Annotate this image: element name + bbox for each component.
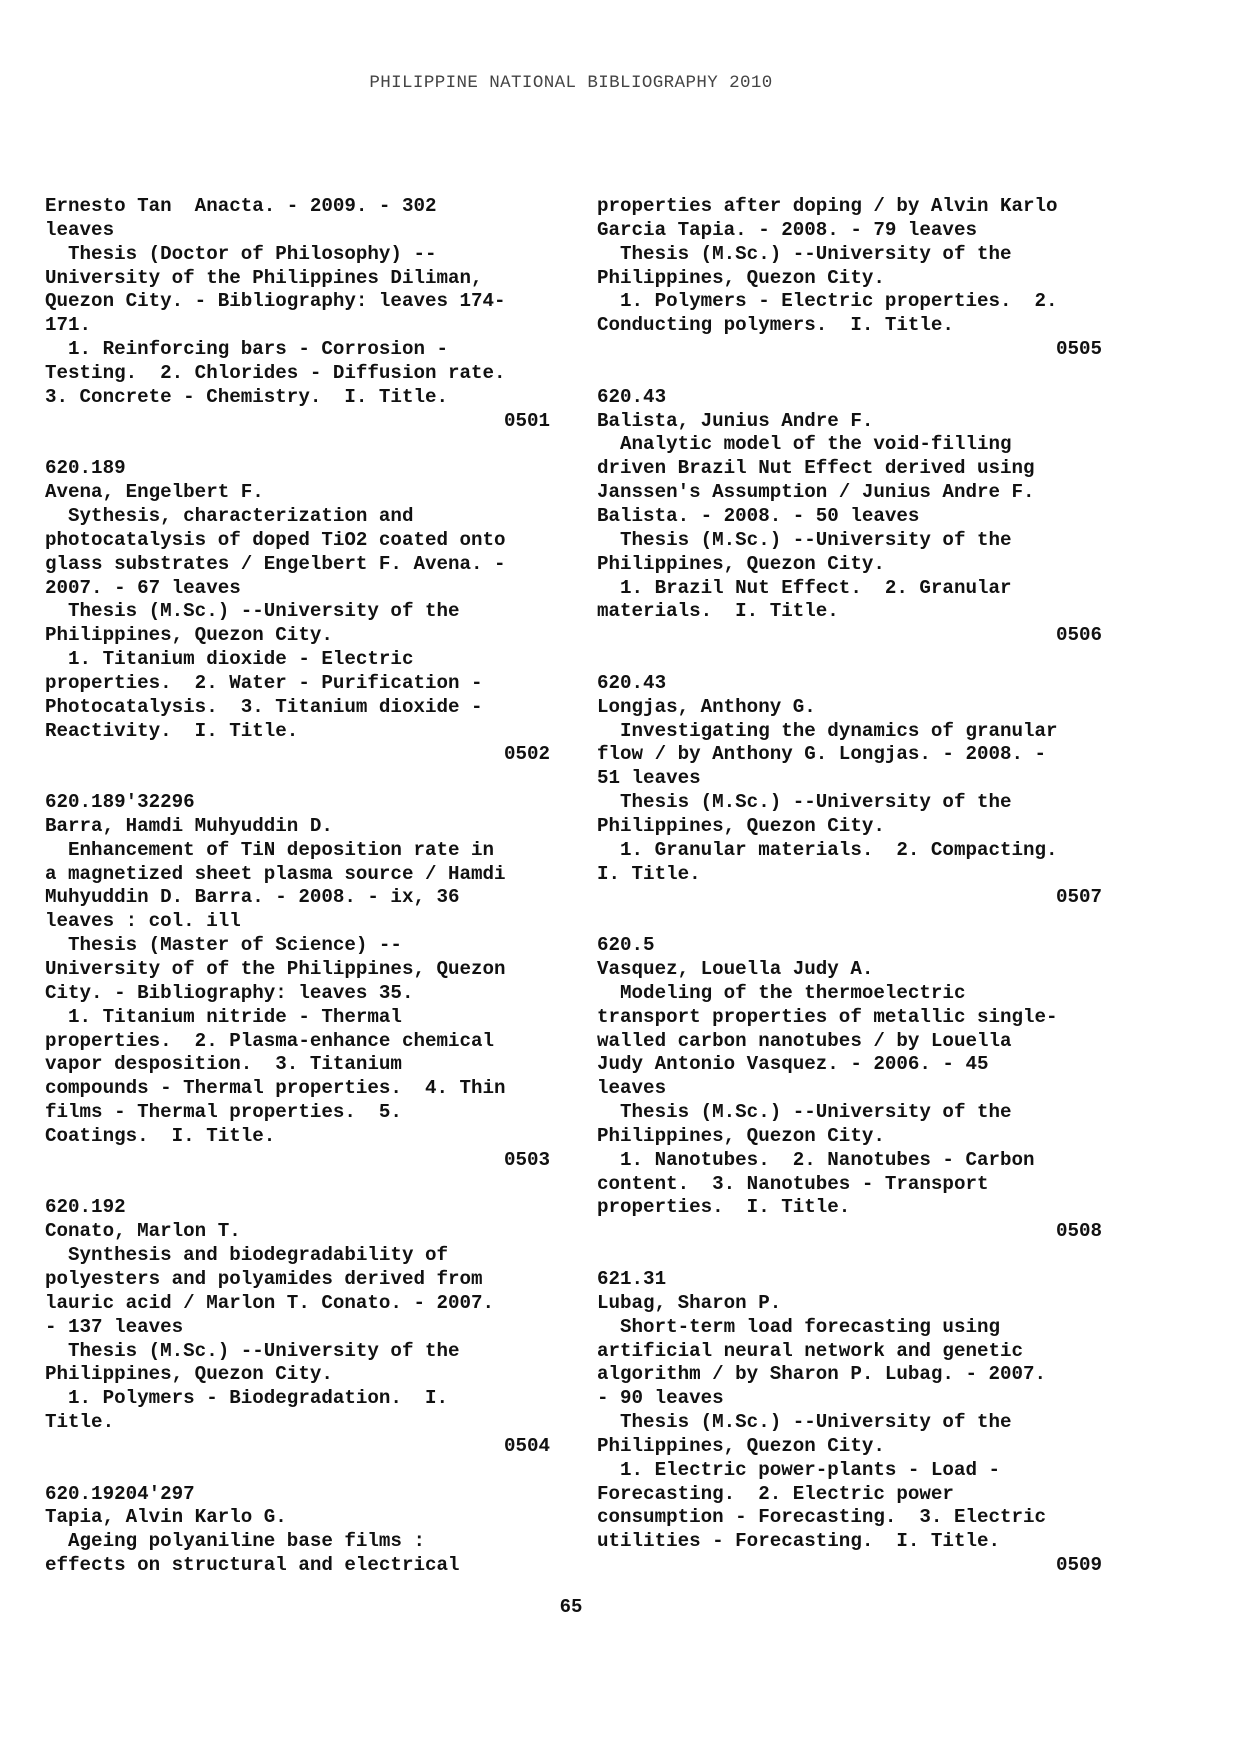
entry-author: Longjas, Anthony G. <box>597 695 816 718</box>
entry-line: 1. Nanotubes. 2. Nanotubes - Carbon <box>597 1148 1035 1171</box>
entry-number: 0509 <box>1055 1554 1102 1577</box>
entry-line: University of of the Philippines, Quezon <box>45 958 506 980</box>
entry-line: leaves <box>597 1077 667 1100</box>
entry-line: Philippines, Quezon City. <box>597 814 885 837</box>
entry-author: Conato, Marlon T. <box>45 1220 241 1243</box>
entry-line: Conducting polymers. I. Title. <box>597 314 954 337</box>
entry-author: Lubag, Sharon P. <box>597 1291 782 1314</box>
page-number: 65 <box>559 1596 583 1618</box>
classification-number: 620.189'32296 <box>45 791 195 814</box>
entry-continuation <box>597 195 1102 362</box>
classification-number: 620.5 <box>597 934 655 957</box>
entry-line: Ernesto Tan Anacta. - 2009. - 302 <box>45 195 437 217</box>
entry-line: leaves : col. ill <box>45 910 241 933</box>
bibliography-entry <box>597 386 1102 648</box>
entry-line: 1. Titanium dioxide - Electric <box>45 648 414 671</box>
entry-number: 0504 <box>503 1434 550 1457</box>
entry-line: 3. Concrete - Chemistry. I. Title. <box>45 385 449 408</box>
entry-line: 1. Reinforcing bars - Corrosion - <box>45 338 449 361</box>
entry-author: Avena, Engelbert F. <box>45 481 264 504</box>
entry-line: walled carbon nanotubes / by Louella <box>597 1029 1012 1052</box>
classification-number: 620.189 <box>45 457 126 480</box>
classification-number: 620.43 <box>597 385 667 408</box>
entry-line: photocatalysis of doped TiO2 coated onto <box>45 528 506 551</box>
entry-line: utilities - Forecasting. I. Title. <box>597 1530 1001 1553</box>
entry-line: compounds - Thermal properties. 4. Thin <box>45 1077 506 1100</box>
entry-line: 1. Granular materials. 2. Compacting. <box>597 838 1058 861</box>
entry-number: 0501 <box>503 409 550 432</box>
entry-line: materials. I. Title. <box>597 600 839 623</box>
bibliography-entry <box>597 934 1102 1244</box>
entry-number: 0503 <box>503 1148 550 1171</box>
entry-line: 1. Polymers - Biodegradation. I. <box>45 1387 449 1410</box>
entry-line: Thesis (M.Sc.) --University of the <box>45 1339 460 1362</box>
entry-line: properties after doping / by Alvin Karlo <box>597 195 1058 217</box>
entry-line: Coatings. I. Title. <box>45 1124 276 1147</box>
entry-author: Barra, Hamdi Muhyuddin D. <box>45 814 333 837</box>
entry-line: I. Title. <box>597 862 701 885</box>
entry-number: 0505 <box>1055 338 1102 361</box>
classification-number: 620.43 <box>597 671 667 694</box>
entry-line: Philippines, Quezon City. <box>597 1434 885 1457</box>
entry-line: 1. Electric power-plants - Load - <box>597 1458 1001 1481</box>
entry-line: Muhyuddin D. Barra. - 2008. - ix, 36 <box>45 886 460 909</box>
entry-line: Analytic model of the void-filling <box>597 433 1012 456</box>
entry-line: Forecasting. 2. Electric power <box>597 1482 954 1505</box>
entry-author: Tapia, Alvin Karlo G. <box>45 1506 287 1529</box>
entry-line: Thesis (M.Sc.) --University of the <box>597 1101 1012 1124</box>
entry-number: 0506 <box>1055 624 1102 647</box>
entry-line: consumption - Forecasting. 3. Electric <box>597 1506 1047 1529</box>
bibliography-entry <box>597 672 1102 910</box>
entry-line: properties. I. Title. <box>597 1196 851 1219</box>
entry-line: Title. <box>45 1411 115 1434</box>
entry-line: polyesters and polyamides derived from <box>45 1267 483 1290</box>
entry-line: Ageing polyaniline base films : <box>45 1530 425 1553</box>
entry-line: properties. 2. Water - Purification - <box>45 671 483 694</box>
entry-line: Balista. - 2008. - 50 leaves <box>597 504 920 527</box>
entry-line: Garcia Tapia. - 2008. - 79 leaves <box>597 218 977 241</box>
entry-number: 0502 <box>503 743 550 766</box>
entry-line: Thesis (M.Sc.) --University of the <box>597 528 1012 551</box>
entry-line: transport properties of metallic single- <box>597 1005 1058 1028</box>
entry-line: Philippines, Quezon City. <box>597 552 885 575</box>
entry-line: Philippines, Quezon City. <box>45 624 333 647</box>
bibliography-entry <box>45 1196 550 1458</box>
classification-number: 620.19204'297 <box>45 1482 195 1505</box>
entry-line: content. 3. Nanotubes - Transport <box>597 1172 989 1195</box>
classification-number: 621.31 <box>597 1267 667 1290</box>
entry-line: City. - Bibliography: leaves 35. <box>45 981 414 1004</box>
entry-line: 2007. - 67 leaves <box>45 576 241 599</box>
running-head: PHILIPPINE NATIONAL BIBLIOGRAPHY 2010 <box>369 73 773 93</box>
entry-line: Thesis (Doctor of Philosophy) -- <box>45 242 437 265</box>
entry-line: Enhancement of TiN deposition rate in <box>45 838 495 861</box>
entry-line: Philippines, Quezon City. <box>597 266 885 289</box>
bibliography-entry <box>45 1483 550 1578</box>
entry-line: Testing. 2. Chlorides - Diffusion rate. <box>45 361 506 384</box>
bibliography-entry <box>45 457 550 767</box>
entry-line: Judy Antonio Vasquez. - 2006. - 45 <box>597 1053 989 1076</box>
entry-line: glass substrates / Engelbert F. Avena. - <box>45 552 506 575</box>
entry-line: Synthesis and biodegradability of <box>45 1244 449 1267</box>
entry-line: Philippines, Quezon City. <box>597 1124 885 1147</box>
entry-line: Investigating the dynamics of granular <box>597 719 1058 742</box>
entry-line: Janssen's Assumption / Junius Andre F. <box>597 481 1035 504</box>
entry-line: leaves <box>45 218 115 241</box>
entry-line: 1. Polymers - Electric properties. 2. <box>597 290 1058 313</box>
entry-line: a magnetized sheet plasma source / Hamdi <box>45 862 506 885</box>
entry-line: properties. 2. Plasma-enhance chemical <box>45 1029 495 1052</box>
entry-line: 51 leaves <box>597 767 701 790</box>
entry-line: 171. <box>45 314 92 337</box>
bibliography-entry <box>45 791 550 1173</box>
entry-line: flow / by Anthony G. Longjas. - 2008. - <box>597 743 1047 766</box>
entry-number: 0507 <box>1055 886 1102 909</box>
entry-author: Vasquez, Louella Judy A. <box>597 958 874 980</box>
entry-line: - 90 leaves <box>597 1387 724 1410</box>
right-column <box>597 195 1102 1578</box>
entry-line: algorithm / by Sharon P. Lubag. - 2007. <box>597 1363 1047 1386</box>
entry-line: Quezon City. - Bibliography: leaves 174- <box>45 290 506 313</box>
entry-continuation <box>45 195 550 433</box>
entry-author: Balista, Junius Andre F. <box>597 409 874 432</box>
entry-line: - 137 leaves <box>45 1315 184 1338</box>
entry-line: Reactivity. I. Title. <box>45 719 299 742</box>
entry-line: 1. Titanium nitride - Thermal <box>45 1005 402 1028</box>
entry-line: Sythesis, characterization and <box>45 504 414 527</box>
entry-line: vapor desposition. 3. Titanium <box>45 1053 402 1076</box>
entry-line: Thesis (M.Sc.) --University of the <box>597 1411 1012 1434</box>
entry-line: effects on structural and electrical <box>45 1554 460 1577</box>
entry-line: Thesis (Master of Science) -- <box>45 934 402 957</box>
entry-line: artificial neural network and genetic <box>597 1339 1024 1362</box>
entry-line: lauric acid / Marlon T. Conato. - 2007. <box>45 1291 495 1314</box>
entry-line: Photocatalysis. 3. Titanium dioxide - <box>45 695 483 718</box>
left-column <box>45 195 550 1578</box>
bibliography-entry <box>597 1268 1102 1578</box>
entry-line: Thesis (M.Sc.) --University of the <box>45 600 460 623</box>
entry-number: 0508 <box>1055 1220 1102 1243</box>
entry-line: Short-term load forecasting using <box>597 1315 1001 1338</box>
entry-line: Philippines, Quezon City. <box>45 1363 333 1386</box>
entry-line: Thesis (M.Sc.) --University of the <box>597 242 1012 265</box>
entry-line: 1. Brazil Nut Effect. 2. Granular <box>597 576 1012 599</box>
entry-line: Thesis (M.Sc.) --University of the <box>597 791 1012 814</box>
entry-line: driven Brazil Nut Effect derived using <box>597 457 1035 480</box>
entry-line: University of the Philippines Diliman, <box>45 266 483 289</box>
classification-number: 620.192 <box>45 1196 126 1219</box>
entry-line: Modeling of the thermoelectric <box>597 981 966 1004</box>
entry-line: films - Thermal properties. 5. <box>45 1101 402 1124</box>
